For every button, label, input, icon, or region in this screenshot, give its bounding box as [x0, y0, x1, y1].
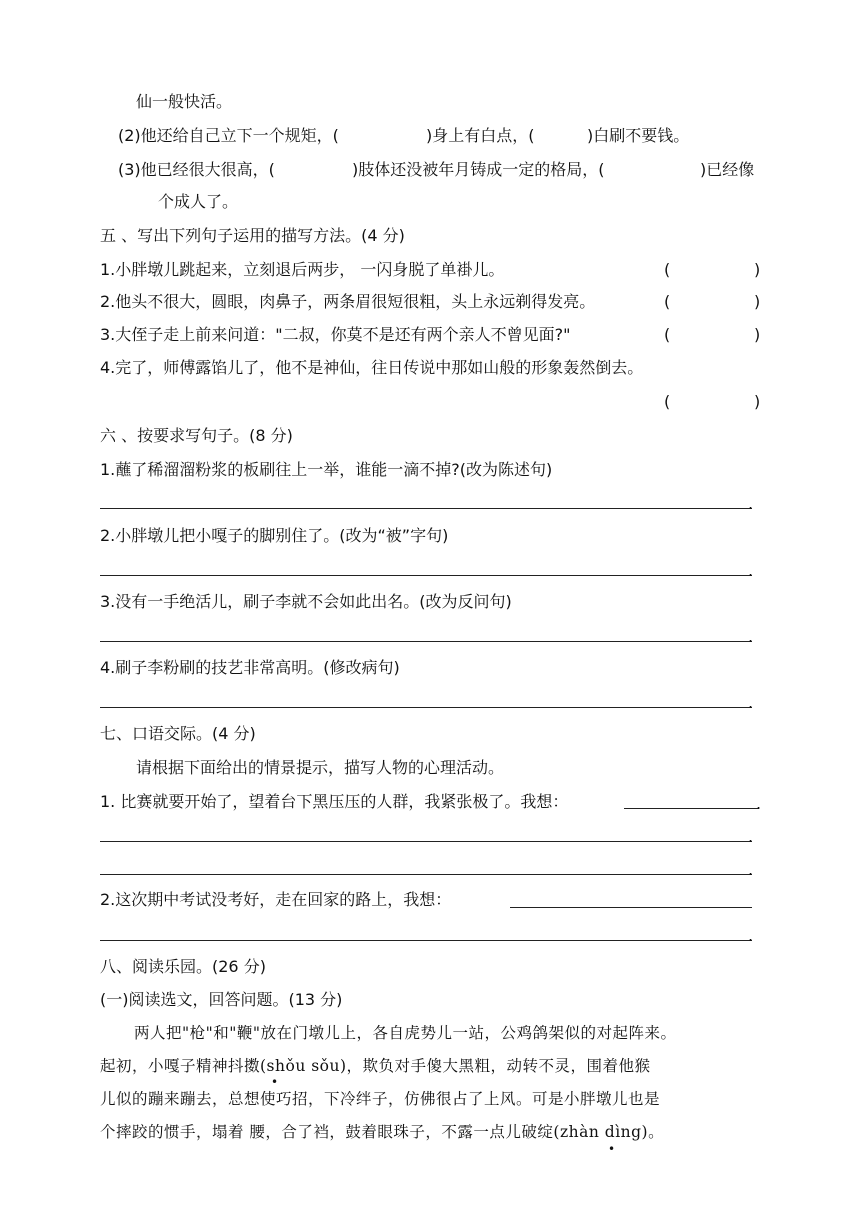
answer-line: [624, 808, 758, 809]
section-6-item-1: 1.蘸了稀溜溜粉浆的板刷往上一举，谁能一滴不掉?(改为陈述句): [100, 460, 553, 479]
answer-paren-open: (: [664, 325, 671, 344]
section-8-sub-heading: (一)阅读选文，回答问题。(13 分): [100, 990, 343, 1009]
passage-line-4: 个摔跤的惯手，塌着 腰，合了裆，鼓着眼珠子，不露一点儿破绽(zhàn dìng)。: [100, 1123, 665, 1141]
answer-line: [100, 575, 752, 576]
answer-line: [510, 907, 752, 908]
answer-line: [100, 707, 752, 708]
emphasis-dot: •: [271, 1075, 279, 1089]
answer-line: [100, 940, 752, 941]
line-end-dot: .: [756, 794, 762, 813]
answer-line: [100, 641, 752, 642]
section-8-heading: 八、阅读乐园。(26 分): [100, 957, 266, 976]
answer-paren-open: (: [664, 392, 671, 411]
q1-tail-line: 仙一般快活。: [136, 92, 233, 111]
line-end-dot: .: [748, 827, 754, 846]
q2-part-b: )身上有白点，(: [426, 126, 535, 145]
answer-line: [100, 841, 752, 842]
answer-paren-open: (: [664, 292, 671, 311]
answer-line: [100, 508, 752, 509]
section-6-item-4: 4.刷子李粉刷的技艺非常高明。(修改病句): [100, 658, 400, 677]
line-end-dot: .: [748, 627, 754, 646]
answer-paren-close: ): [754, 292, 761, 311]
answer-paren-open: (: [664, 260, 671, 279]
line-end-dot: .: [748, 926, 754, 945]
section-5-item-3: 3.大侄子走上前来问道："二叔，你莫不是还有两个亲人不曾见面?": [100, 325, 571, 344]
section-5-heading: 五 、写出下列句子运用的描写方法。(4 分): [100, 226, 405, 245]
q3-part-c: )已经像: [700, 160, 755, 179]
section-6-item-3: 3.没有一手绝活儿，刷子李就不会如此出名。(改为反问句): [100, 592, 512, 611]
emphasis-dot: •: [608, 1142, 616, 1156]
section-7-intro: 请根据下面给出的情景提示，描写人物的心理活动。: [136, 758, 505, 777]
passage-line-2: 起初，小嘎子精神抖擞(shǒu sǒu)，欺负对手傻大黑粗，动转不灵，围着他猴: [100, 1057, 651, 1075]
line-end-dot: .: [748, 860, 754, 879]
section-7-item-1: 1. 比赛就要开始了，望着台下黑压压的人群，我紧张极了。我想：: [100, 792, 569, 811]
answer-paren-close: ): [754, 260, 761, 279]
section-7-item-2: 2.这次期中考试没考好，走在回家的路上，我想：: [100, 890, 452, 909]
answer-paren-close: ): [754, 325, 761, 344]
section-5-item-1: 1.小胖墩儿跳起来，立刻退后两步， 一闪身脱了单褂儿。: [100, 260, 505, 279]
section-7-heading: 七、口语交际。(4 分): [100, 724, 256, 743]
q2-part-a: (2)他还给自己立下一个规矩，(: [118, 126, 339, 145]
line-end-dot: .: [748, 561, 754, 580]
section-5-item-4: 4.完了，师傅露馅儿了，他不是神仙，往日传说中那如山般的形象轰然倒去。: [100, 358, 644, 377]
q2-part-c: )白刷不要钱。: [587, 126, 690, 145]
q3-tail-line: 个成人了。: [158, 192, 239, 211]
section-6-heading: 六 、按要求写句子。(8 分): [100, 426, 293, 445]
line-end-dot: .: [748, 693, 754, 712]
q3-part-a: (3)他已经很大很高，(: [118, 160, 275, 179]
answer-line: [100, 874, 752, 875]
answer-paren-close: ): [754, 392, 761, 411]
section-5-item-2: 2.他头不很大，圆眼，肉鼻子，两条眉很短很粗，头上永远剃得发亮。: [100, 292, 596, 311]
line-end-dot: .: [748, 494, 754, 513]
passage-line-3: 儿似的蹦来蹦去，总想使巧招，下冷绊子，仿佛很占了上风。可是小胖墩儿也是: [100, 1090, 661, 1108]
passage-line-1: 两人把"枪"和"鞭"放在门墩儿上，各自虎势儿一站，公鸡鸽架似的对起阵来。: [134, 1024, 677, 1042]
section-6-item-2: 2.小胖墩儿把小嘎子的脚别住了。(改为“被”字句): [100, 526, 449, 545]
q3-part-b: )肢体还没被年月铸成一定的格局，(: [352, 160, 605, 179]
